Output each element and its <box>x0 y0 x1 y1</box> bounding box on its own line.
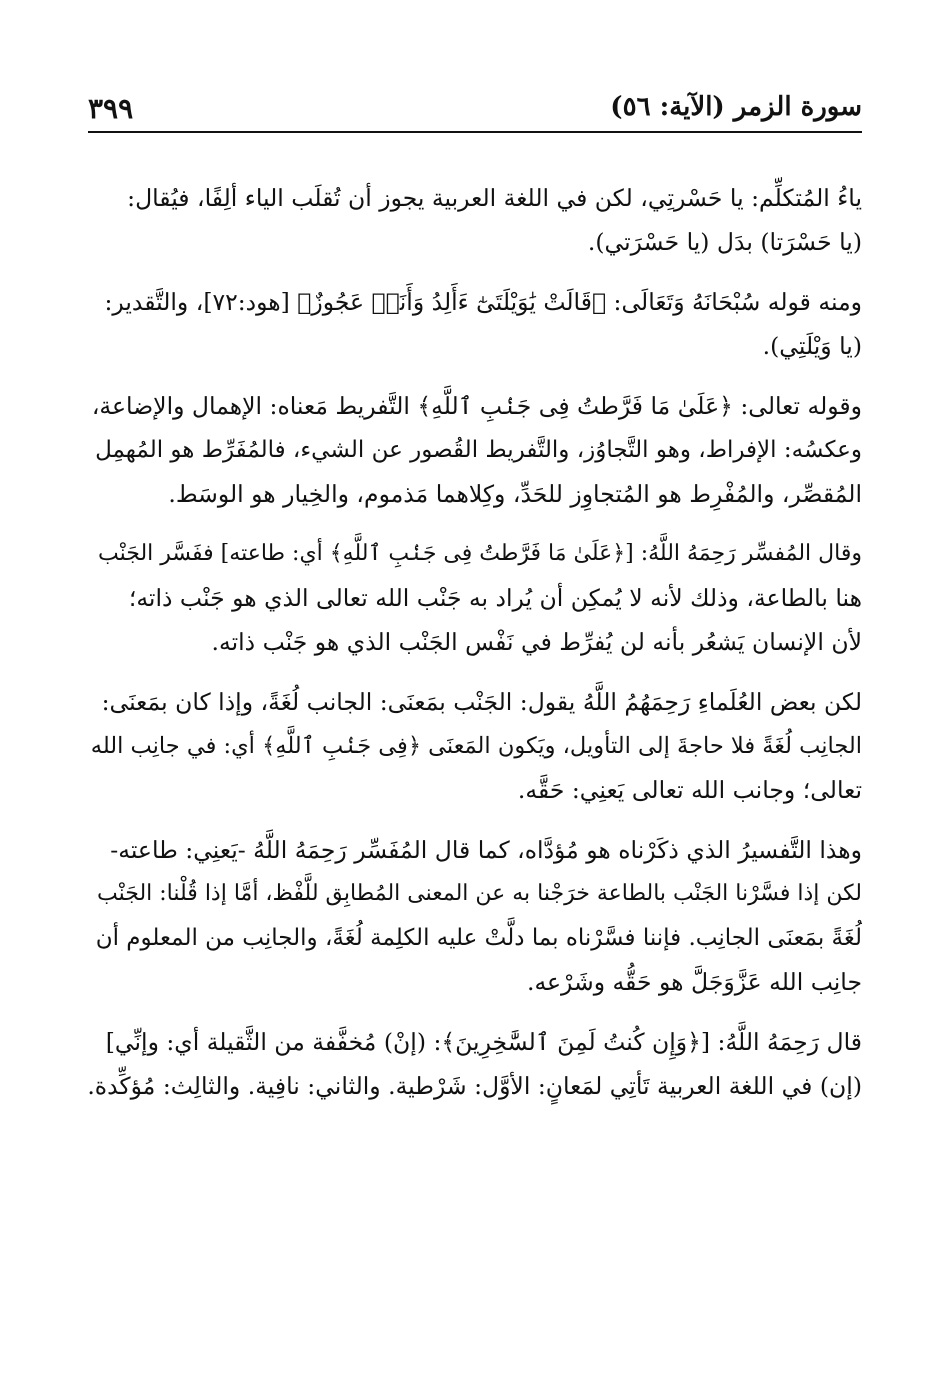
text-line: (يا حَسْرَتا) بدَل (يا حَسْرَتي). <box>587 228 862 256</box>
text-line: (إن) في اللغة العربية تَأتِي لمَعانٍ: الأوَّل: شَرْطية. والثاني: نافِية. والثالِث: مُؤكِّدة. <box>87 1072 862 1100</box>
text-line: ياءُ المُتكلِّم: يا حَسْرتِي، لكن في اللغة العربية يجوز أن تُقلَب الياء ألِفًا، فيُقال: <box>127 184 862 212</box>
text-line: (يا وَيْلَتِي). <box>762 332 862 360</box>
text-line: ومنه قوله سُبْحَانَهُ وَتَعَالَى: ﴿قَالَتْ يَٰوَيْلَتَىٰٓ ءَأَلِدُ وَأَنَا۠ عَجُوزٌ﴾ [هود:٧٢]، والتَّقدير: <box>104 288 862 316</box>
text-line: تعالى؛ وجانب الله تعالى يَعنِي: حَقَّه. <box>517 776 862 804</box>
paragraph-6 <box>84 828 862 1004</box>
text-line: وقوله تعالى: ﴿عَلَىٰ مَا فَرَّطتُ فِى جَنۢبِ ٱللَّهِ﴾ التَّفريط مَعناه: الإهمال والإضاعة، <box>91 392 862 420</box>
paragraph-1 <box>84 176 862 264</box>
page-number: ٣٩٩ <box>88 92 134 125</box>
text-line: قال رَحِمَهُ اللَّهُ: [﴿وَإِن كُنتُ لَمِنَ ٱلسَّٰخِرِينَ﴾: (إنْ) مُخفَّفة من الثَّقيلة أي: وإنِّي] <box>105 1028 862 1056</box>
paragraph-7 <box>84 1020 862 1108</box>
text-line: الجانِب لُغَةً فلا حاجةَ إلى التأويل، ويَكون المَعنَى ﴿فِى جَنۢبِ ٱللَّهِ﴾ أي: في جانِب الله <box>90 733 862 759</box>
paragraph-4 <box>84 532 862 664</box>
paragraph-5 <box>84 680 862 812</box>
header-rule <box>88 131 862 133</box>
text-line: لكن بعض العُلَماءِ رَحِمَهُمُ اللَّهُ يقول: الجَنْب بمَعنَى: الجانب لُغَةً، وإذا كان بمَعنَى: <box>101 688 862 716</box>
running-title: سورة الزمر (الآية: ٥٦) <box>610 92 862 122</box>
text-line: لكن إذا فسَّرْنا الجَنْب بالطاعة خرَجْنا به عن المعنى المُطابِق للَّفْظ، أمَّا إذا قُلْنا: الجَنْب <box>97 881 862 906</box>
page-body <box>84 176 862 1124</box>
text-line: وقال المُفسِّر رَحِمَهُ اللَّهُ: [﴿عَلَىٰ مَا فَرَّطتُ فِى جَنۢبِ ٱللَّهِ﴾ أي: طاعته] ففَسَّر الجَنْب <box>98 541 862 566</box>
text-line: وعكسُه: الإفراط، وهو التَّجاوُز، والتَّفريط القُصور عن الشيء، فالمُفَرِّط هو المُهمِل <box>95 437 862 463</box>
text-line: وهذا التَّفسيرُ الذي ذكَرْناه هو مُؤدَّاه، كما قال المُفَسِّر رَحِمَهُ اللَّهُ -يَعنِي: طاعته- <box>110 836 862 864</box>
paragraph-3 <box>84 384 862 516</box>
text-line: هنا بالطاعة، وذلك لأنه لا يُمكِن أن يُراد به جَنْب الله تعالى الذي هو جَنْب ذاته؛ <box>128 584 862 612</box>
text-line: لُغَةً بمَعنَى الجانِب. فإننا فسَّرْناه بما دلَّتْ عليه الكلِمة لُغَةً، والجانِب من المعلوم أن <box>95 925 862 951</box>
text-line: جانِب الله عَزَّوَجَلَّ هو حَقُّه وشَرْعه. <box>526 968 862 996</box>
paragraph-2 <box>84 280 862 368</box>
text-line: المُقصِّر، والمُفْرِط هو المُتجاوِز للحَدِّ، وكِلاهما مَذموم، والخِيار هو الوسَط. <box>168 480 862 508</box>
text-line: لأن الإنسان يَشعُر بأنه لن يُفرِّط في نَفْس الجَنْب الذي هو جَنْب ذاته. <box>211 628 862 656</box>
page-header <box>88 92 862 132</box>
